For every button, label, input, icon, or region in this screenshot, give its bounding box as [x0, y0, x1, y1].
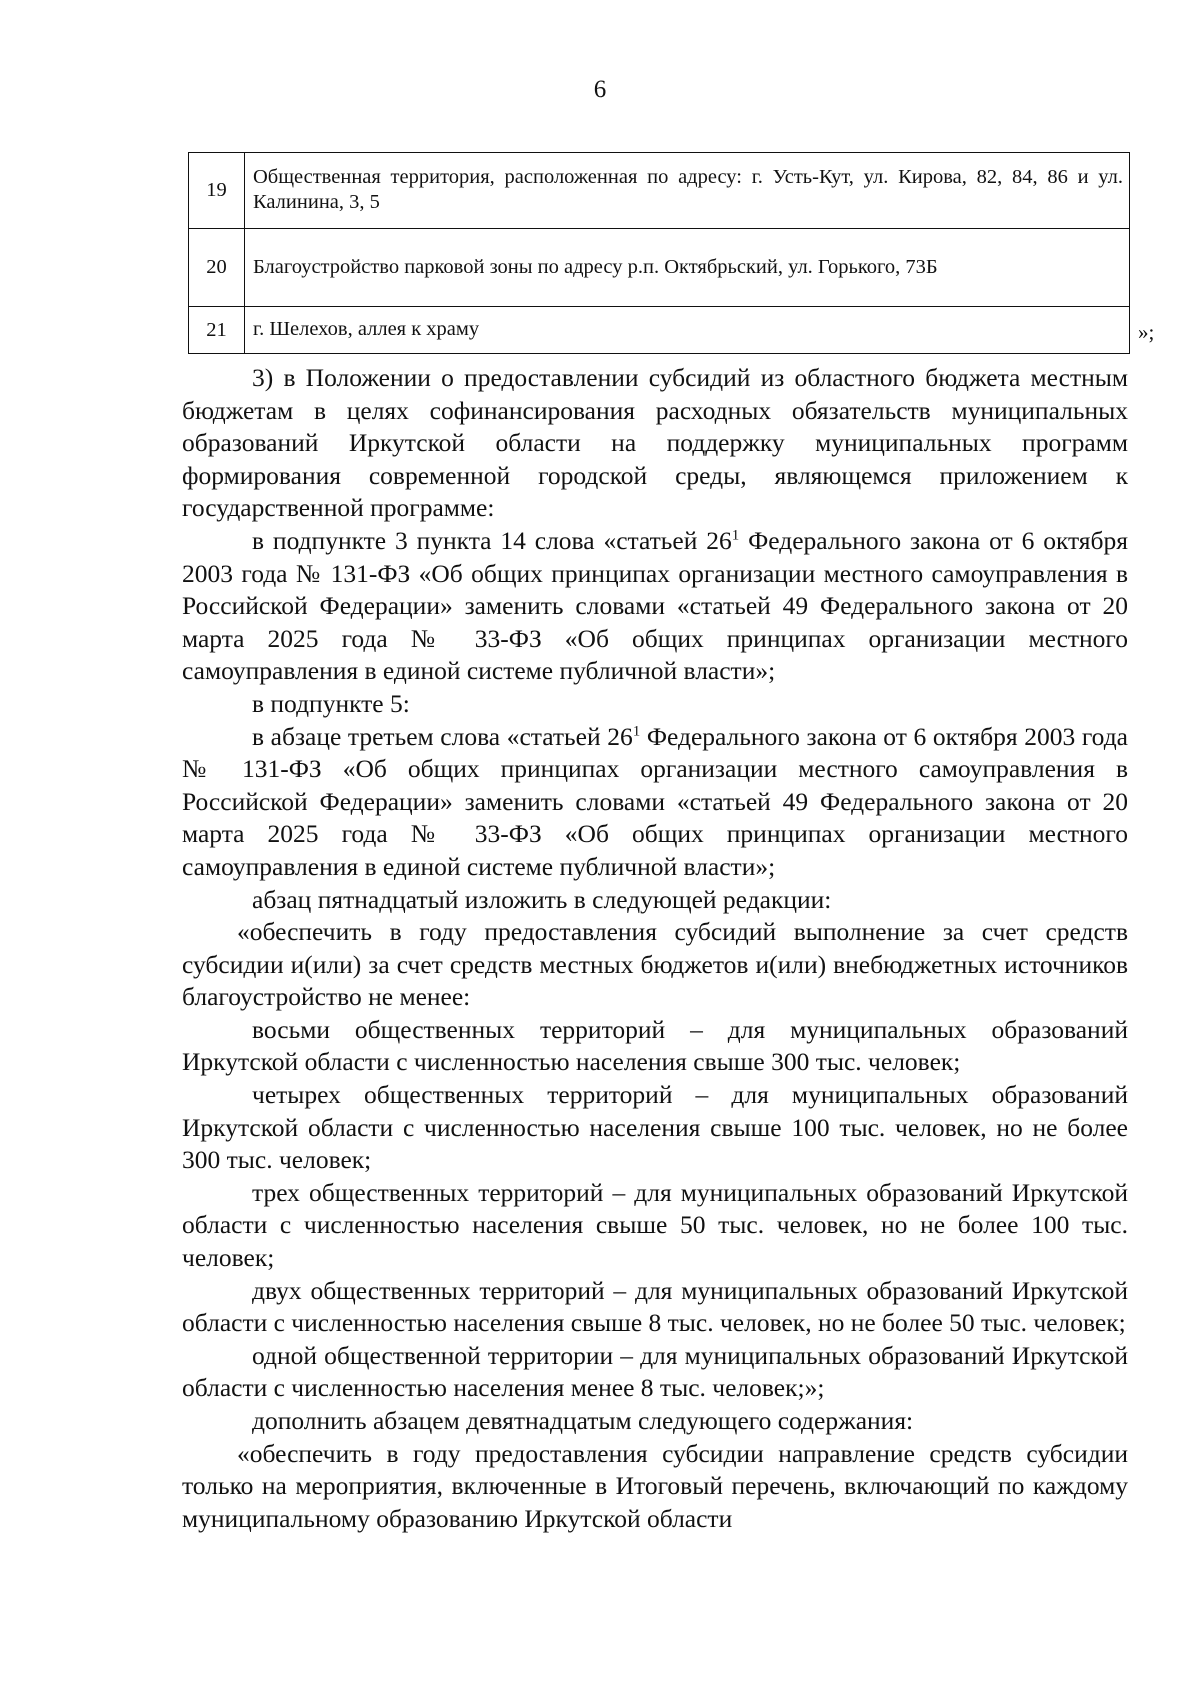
paragraph-nineteenth-abzac: дополнить абзацем девятнадцатым следующего содержания: [252, 1406, 914, 1435]
superscript: 1 [731, 527, 740, 544]
row-number: 21 [189, 307, 245, 354]
paragraph-two-territories: двух общественных территорий – для муниципальных образований Иркутской области с численностью населения свыше 8 тыс. человек, но не более 50 тыс. человек; [182, 1275, 1128, 1338]
superscript: 1 [632, 723, 641, 740]
paragraph-eight-territories: восьми общественных территорий – для муниципальных образований Иркутской области с численностью населения свыше 300 тыс. человек; [182, 1014, 1128, 1077]
row-number: 20 [189, 229, 245, 307]
paragraph-subpoint-3 [182, 525, 1128, 688]
paragraph-quote-2: «обеспечить в году предоставления субсидии направление средств субсидии только на мероприятия, включенные в Итоговый перечень, включающий по каждому муниципальному образованию Иркутской области [182, 1438, 1128, 1533]
paragraph-subpoint-5: в подпункте 5: [252, 688, 410, 718]
row-territory: г. Шелехов, аллея к храму [245, 307, 1130, 354]
paragraph-four-territories: четырех общественных территорий – для муниципальных образований Иркутской области с численностью населения свыше 100 тыс. человек, но не более 300 тыс. человек; [182, 1080, 1128, 1175]
paragraph-text: Федерального закона от 6 октября 2003 года № 131-ФЗ «Об общих принципах организации местного самоуправления в Российской Федерации» заменить словами «статьей 49 Федерального закона от 20 марта 2025 года № 33-ФЗ «Об общих принципах организации местного самоуправления в единой системе публичной власти»; [182, 525, 1128, 686]
paragraph-text: Федерального закона от 6 октября 2003 года № 131-ФЗ «Об общих принципах организации местного самоуправления в Российской Федерации» заменить словами «статьей 49 Федерального закона от 20 марта 2025 года № 33-ФЗ «Об общих принципах организации местного самоуправления в единой системе публичной власти»; [182, 721, 1128, 881]
paragraph-third-abzac [182, 721, 1128, 884]
paragraph-three-territories: трех общественных территорий – для муниципальных образований Иркутской области с численностью населения свыше 50 тыс. человек, но не более 100 тыс. человек; [182, 1177, 1128, 1273]
row-territory: Общественная территория, расположенная по адресу: г. Усть-Кут, ул. Кирова, 82, 84, 86 и ул. Калинина, 3, 5 [245, 153, 1130, 229]
paragraph-fifteenth-abzac: абзац пятнадцатый изложить в следующей редакции: [252, 884, 832, 914]
table-row [189, 229, 1130, 307]
row-territory: Благоустройство парковой зоны по адресу р.п. Октябрьский, ул. Горького, 73Б [245, 229, 1130, 307]
row-number: 19 [189, 153, 245, 229]
table-row [189, 307, 1130, 354]
territory-table [188, 152, 1130, 354]
table-row [189, 153, 1130, 229]
paragraph-one-territory: одной общественной территории – для муниципальных образований Иркутской области с численностью населения менее 8 тыс. человек;»; [182, 1340, 1128, 1403]
paragraph-text: в подпункте 3 пункта 14 слова «статьей 26 [252, 525, 732, 555]
table-closing-mark: »; [1138, 320, 1155, 344]
paragraph-quote: «обеспечить в году предоставления субсидий выполнение за счет средств субсидии и(или) за счет средств местных бюджетов и(или) внебюджетных источников благоустройство не менее: [182, 917, 1128, 1012]
document-body [182, 362, 1128, 1535]
page-number: 6 [593, 76, 607, 103]
paragraph-amendment-3: 3) в Положении о предоставлении субсидий из областного бюджета местным бюджетам в целях софинансирования расходных обязательств муниципальных образований Иркутской области на поддержку муниципальных программ формирования современной городской среды, являющемся приложением к государственной программе: [182, 363, 1128, 523]
paragraph-text: в абзаце третьем слова «статьей 26 [252, 721, 633, 751]
